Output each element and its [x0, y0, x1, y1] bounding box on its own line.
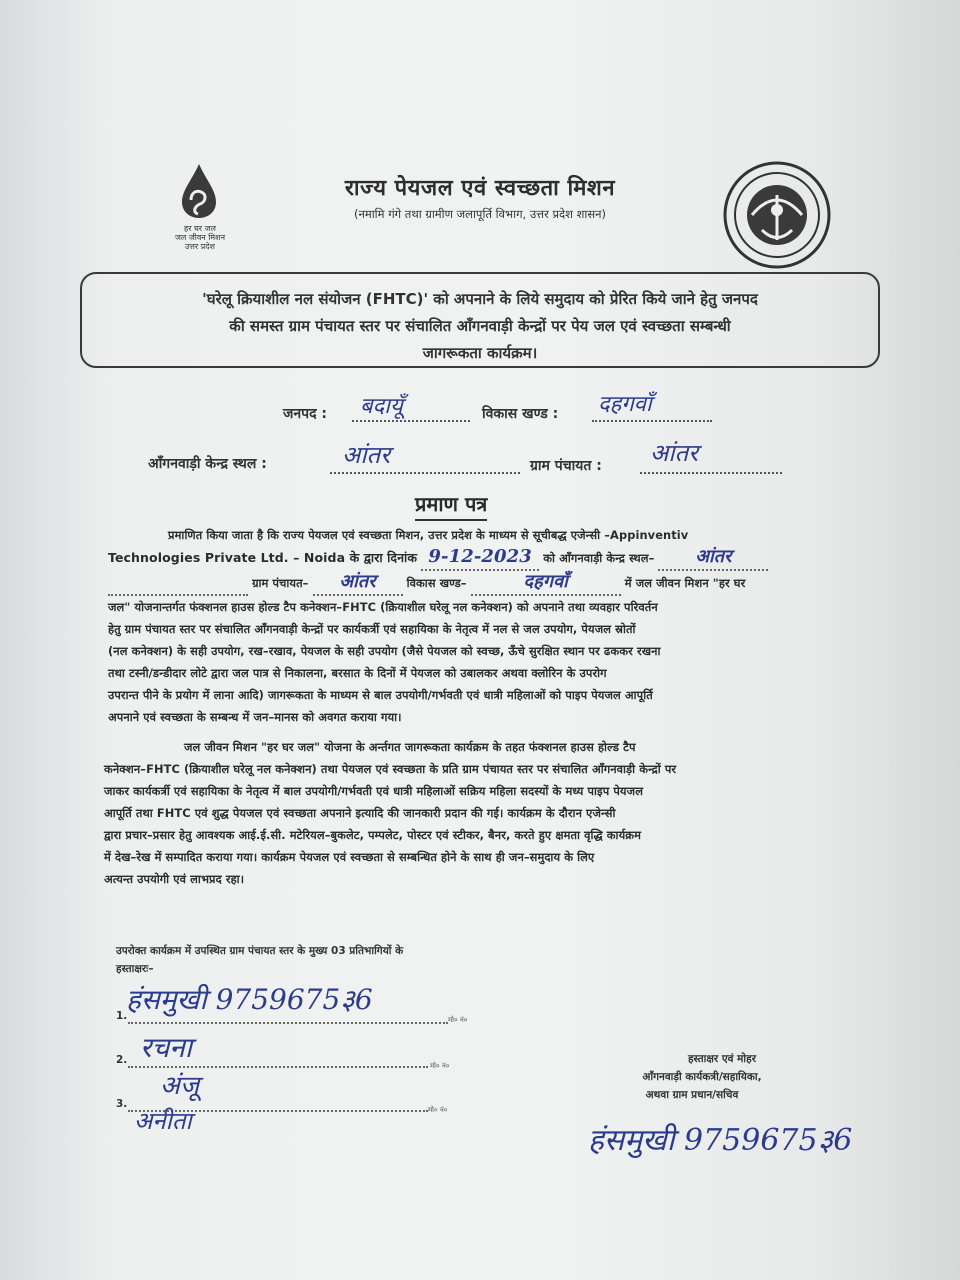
p1-block-field — [471, 571, 621, 596]
p1-line-6: (नल कनेक्शन) के सही उपयोग, रख–रखाव, पेयजल के सही उपयोग (जैसे पेयजल को स्वच्छ, ऊँचे सुरक्षित स्थान पर ढककर रखना — [108, 644, 661, 658]
participant-number-3: 3. — [116, 1098, 128, 1110]
p1-line-2 — [108, 546, 868, 571]
p1-line-3 — [108, 571, 868, 596]
p1-line-7: तथा टस्नी/डन्डीदार लोटे द्वारा जल पात्र से निकालना, बरसात के दिनों में पेयजल को उबालकर अथवा क्लोरिन के उपरोग — [108, 666, 607, 680]
p1-line-1: प्रमाणित किया जाता है कि राज्य पेयजल एवं स्वच्छता मिशन, उत्तर प्रदेश के माध्यम से सूचीबद्ध एजेन्सी –Appinventiv — [168, 528, 689, 542]
box-line-3: जागरूकता कार्यक्रम। — [422, 344, 538, 362]
p1-line-5: हेतु ग्राम पंचायत स्तर पर संचालित आँगनवाड़ी केन्द्रों पर कार्यकर्त्री एवं सहायिका के नेतृत्व में नल से जल उपयोग, पेयजल स्रोतों — [108, 622, 636, 636]
participant-signature-1: हंसमुखी 9759675३6 — [126, 983, 373, 1016]
right-signature: हंसमुखी 9759675३6 — [588, 1123, 853, 1158]
sign-role-label: आँगनवाड़ी कार्यकत्री/सहायिका, — [642, 1071, 762, 1083]
mobile-label-3: मो० नं० — [428, 1106, 448, 1114]
p1-block-text: विकास खण्ड– — [406, 576, 467, 590]
panchayat-value: आंतर — [650, 439, 699, 467]
participant-signature-3: अनीता — [134, 1107, 192, 1135]
district-field — [352, 394, 470, 422]
p2-line-4: आपूर्ति तथा FHTC एवं शुद्ध पेयजल एवं स्वच्छता अपनाने इत्यादि की जानकारी प्रदान की गई। कार्यक्रम के दौरान एजेन्सी — [104, 806, 616, 820]
p1-line-9: अपनाने एवं स्वच्छता के सम्बन्ध में जन–मानस को अवगत कराया गया। — [108, 710, 402, 724]
date-value: 9-12-2023 — [428, 546, 532, 567]
box-line-2: की समस्त ग्राम पंचायत स्तर पर संचालित आँगनवाड़ी केन्द्रों पर पेय जल एवं स्वच्छता सम्बन्धी — [229, 317, 731, 335]
participant-line-1 — [128, 1022, 448, 1024]
date-field — [421, 546, 539, 571]
p1-mission-text: में जल जीवन मिशन "हर घर — [624, 576, 746, 590]
header-title: राज्य पेयजल एवं स्वच्छता मिशन — [344, 176, 616, 201]
panchayat-field — [640, 439, 782, 474]
mobile-label-2: मो० नं० — [430, 1062, 450, 1070]
block-field — [592, 392, 712, 422]
participant-number-1: 1. — [116, 1010, 128, 1022]
certificate-paragraph-2 — [104, 736, 864, 890]
signatures-intro-2: हस्ताक्षरः– — [116, 963, 154, 975]
p1-block-value: दहगवाँ — [523, 571, 568, 592]
programme-title-box — [80, 272, 880, 368]
p2-line-5: द्वारा प्रचार–प्रसार हेतु आवश्यक आई.ई.सी. मटेरियल–बुकलेट, पम्पलेट, पोस्टर एवं स्टीकर, बैनर, करते हुए क्षमता वृद्धि कार्यक्रम — [104, 828, 642, 842]
district-value: बदायूँ — [360, 394, 403, 419]
logo-caption-2: जल जीवन मिशन — [174, 233, 226, 242]
up-government-seal-icon — [722, 160, 832, 270]
p2-line-7: अत्यन्त उपयोगी एवं लाभप्रद रहा। — [104, 872, 245, 886]
anganwadi-label: आँगनवाड़ी केन्द्र स्थल : — [148, 456, 267, 472]
participant-number-2: 2. — [116, 1054, 128, 1066]
blank-field — [108, 572, 248, 596]
anganwadi-value: आंतर — [342, 441, 391, 469]
p2-line-2: कनेक्शन–FHTC (क्रियाशील घरेलू नल कनेक्शन) तथा पेयजल एवं स्वच्छता के प्रति ग्राम पंचायत स्तर पर संचालित आँगनवाड़ी केन्द्रों पर — [104, 762, 677, 776]
anganwadi-field — [330, 441, 520, 474]
sign-seal-label: हस्ताक्षर एवं मोहर — [687, 1053, 756, 1065]
centre-value: आंतर — [695, 546, 732, 567]
block-value: दहगवाँ — [598, 392, 652, 417]
logo-caption-3: उत्तर प्रदेश — [185, 242, 215, 251]
panchayat-label: ग्राम पंचायत : — [530, 458, 602, 474]
p1-panchayat-text: ग्राम पंचायत– — [252, 576, 309, 590]
signatures-intro: उपरोक्त कार्यक्रम में उपस्थित ग्राम पंचायत स्तर के मुख्य 03 प्रतिभागियों के — [116, 945, 404, 957]
p2-line-6: में देख–रेख में सम्पादित कराया गया। कार्यक्रम पेयजल एवं स्वच्छता से सम्बन्धित होने के साथ ही जन–समुदाय के लिए — [104, 850, 595, 864]
header-subtitle: (नमामि गंगे तथा ग्रामीण जलापूर्ति विभाग, उत्तर प्रदेश शासन) — [353, 207, 607, 221]
p2-line-3: जाकर कार्यकर्त्री एवं सहायिका के नेतृत्व में बाल उपयोगी/गर्भवती एवं धात्री महिलाओं सक्रिय महिला सदस्यों के मध्य पाइप पेयजल — [104, 784, 644, 798]
p1-panchayat-field — [313, 571, 403, 596]
box-line-1: 'घरेलू क्रियाशील नल संयोजन (FHTC)' को अपनाने के लिये समुदाय को प्रेरित किये जाने हेतु जनपद — [202, 290, 758, 308]
sign-alt-role-label: अथवा ग्राम प्रधान/सचिव — [645, 1089, 739, 1101]
p1-line-4: जल" योजनान्तर्गत फंक्शनल हाउस होल्ड टैप कनेक्शन–FHTC (क्रियाशील घरेलू नल कनेक्शन) को अपनाने तथा व्यवहार परिवर्तन — [108, 600, 658, 614]
p1-agency: Technologies Private Ltd. – Noida के द्वारा दिनांक — [108, 550, 418, 565]
certificate-title: प्रमाण पत्र — [415, 490, 487, 521]
block-label: विकास खण्ड : — [482, 406, 559, 422]
p1-panchayat-value: आंतर — [339, 571, 376, 592]
p1-line-8: उपरान्त पीने के प्रयोग में लाना आदि) जागरूकता के माध्यम से बाल उपयोगी/गर्भवती एवं धात्री महिलाओं को पाइप पेयजल आपूर्ति — [108, 688, 653, 702]
p2-line-1: जल जीवन मिशन "हर घर जल" योजना के अर्न्तगत जागरूकता कार्यक्रम के तहत फंक्शनल हाउस होल्ड टैप — [184, 740, 636, 754]
district-label: जनपद : — [283, 406, 328, 422]
mobile-label-1: मो० नं० — [448, 1016, 468, 1024]
har-ghar-jal-logo — [160, 160, 240, 260]
logo-caption-1: हर घर जल — [184, 224, 216, 233]
water-drop-icon — [178, 162, 220, 220]
certificate-paragraph-1 — [108, 524, 868, 728]
centre-field — [658, 546, 768, 571]
participant-signature-2b: अंजू — [160, 1071, 200, 1101]
participant-signature-2: रचना — [140, 1031, 193, 1064]
p1-centre-text: को आँगनवाड़ी केन्द्र स्थल– — [543, 551, 655, 565]
